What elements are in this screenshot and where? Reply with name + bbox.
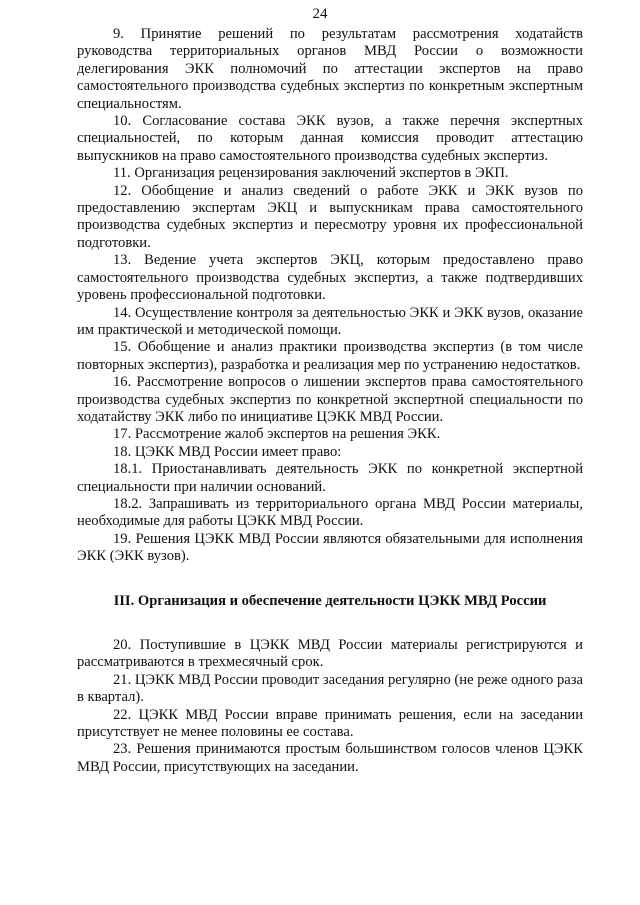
paragraph-item-9: 9. Принятие решений по результатам рассмотрения ходатайств руководства территориальных органов МВД России о возможности делегирования ЭКК полномочий по аттестации экспертов на право самостоятельного производства судебных экспертиз по конкретным экспертным специальностям. — [77, 26, 583, 112]
paragraph-item-18-1: 18.1. Приостанавливать деятельность ЭКК по конкретной экспертной специальности при наличии оснований. — [77, 461, 583, 495]
paragraph-item-12: 12. Обобщение и анализ сведений о работе ЭКК и ЭКК вузов по предоставлению экспертам ЭКЦ и выпускникам права самостоятельного производства судебных экспертиз и пересмотру уровня их профессиональной подготовки. — [77, 182, 583, 251]
paragraph-item-14: 14. Осуществление контроля за деятельностью ЭКК и ЭКК вузов, оказание им практической и методической помощи. — [77, 304, 583, 338]
paragraph-item-21: 21. ЦЭКК МВД России проводит заседания регулярно (не реже одного раза в квартал). — [77, 671, 584, 706]
paragraph-item-22: 22. ЦЭКК МВД России вправе принимать решения, если на заседании присутствует не менее половины ее состава. — [77, 706, 583, 741]
paragraph-item-18: 18. ЦЭКК МВД России имеет право: — [113, 443, 342, 460]
paragraph-item-23: 23. Решения принимаются простым большинством голосов членов ЦЭКК МВД России, присутствующих на заседании. — [77, 741, 583, 775]
page-number: 24 — [312, 6, 328, 22]
paragraph-item-20: 20. Поступившие в ЦЭКК МВД России материалы регистрируются и рассматриваются в трехмесячный срок. — [77, 637, 583, 671]
section-heading: III. Организация и обеспечение деятельности ЦЭКК МВД России — [113, 592, 547, 609]
paragraph-item-18-2: 18.2. Запрашивать из территориального органа МВД России материалы, необходимые для работы ЦЭКК МВД России. — [77, 495, 583, 530]
paragraph-item-11: 11. Организация рецензирования заключений экспертов в ЭКП. — [113, 165, 509, 182]
paragraph-item-15: 15. Обобщение и анализ практики производства экспертиз (в том числе повторных экспертиз), разработка и реализация мер по устранению недостатков. — [77, 339, 583, 373]
paragraph-item-17: 17. Рассмотрение жалоб экспертов на решения ЭКК. — [113, 426, 441, 443]
paragraph-item-13: 13. Ведение учета экспертов ЭКЦ, которым предоставлено право самостоятельного производства судебных экспертиз, а также подтвердивших уровень профессиональной подготовки. — [77, 252, 583, 304]
paragraph-item-10: 10. Согласование состава ЭКК вузов, а также перечня экспертных специальностей, по которым данная комиссия проводит аттестацию выпускников на право самостоятельного производства судебных экспертиз. — [77, 113, 583, 164]
document-body — [77, 26, 583, 776]
paragraph-item-16: 16. Рассмотрение вопросов о лишении экспертов права самостоятельного производства судебных экспертиз по конкретной экспертной специальности по ходатайству ЭКК либо по инициативе ЦЭКК МВД России. — [77, 374, 583, 425]
paragraph-item-19: 19. Решения ЦЭКК МВД России являются обязательными для исполнения ЭКК (ЭКК вузов). — [77, 530, 583, 565]
